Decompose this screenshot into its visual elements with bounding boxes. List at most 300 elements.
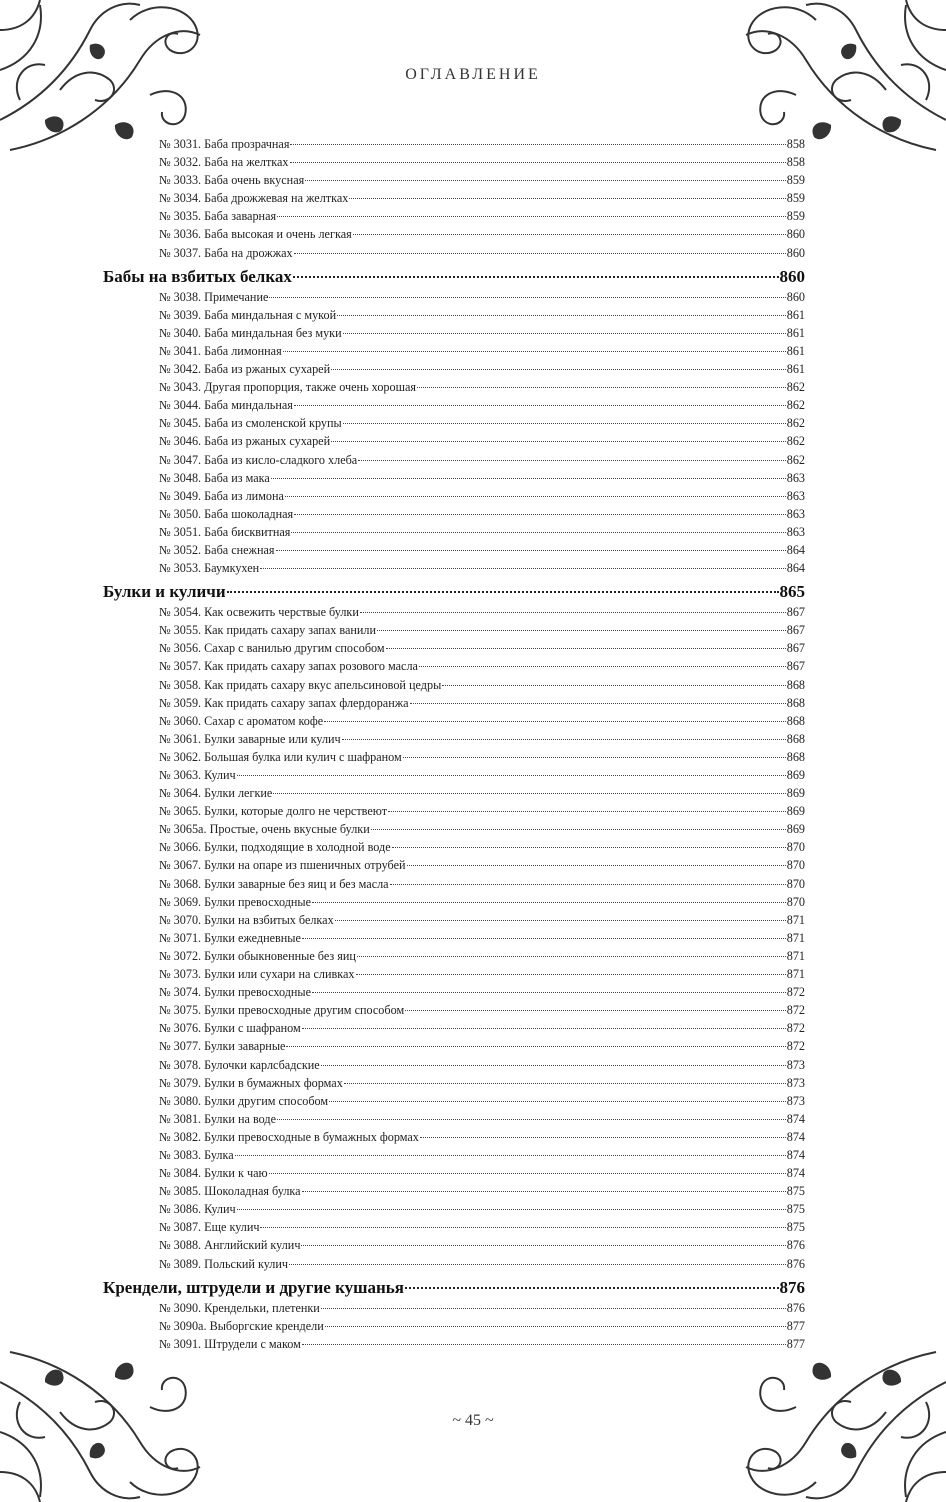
toc-entry-title: Баба заварная (204, 209, 277, 224)
toc-entry-label (159, 378, 416, 396)
toc-entry[interactable] (103, 965, 805, 983)
toc-entry-label (159, 288, 268, 306)
toc-entry-label (159, 639, 385, 657)
toc-entry-number: № 3051. (159, 524, 202, 539)
toc-entry-number: № 3065. (159, 804, 202, 819)
toc-entry-label (159, 1128, 419, 1146)
dot-leader (302, 1344, 786, 1345)
toc-page-number: 868 (786, 713, 805, 728)
toc-entry-number: № 3060. (159, 713, 202, 728)
toc-entry-label (159, 541, 275, 559)
toc-entry[interactable] (103, 621, 805, 639)
toc-entry-title: Булки на взбитых белках (204, 912, 334, 927)
dot-leader (285, 496, 786, 497)
toc-entry[interactable] (103, 983, 805, 1001)
toc-entry[interactable] (103, 288, 805, 306)
toc-entry-title: Булки превосходные другим способом (204, 1003, 405, 1018)
toc-page-number: 869 (786, 786, 805, 801)
toc-page-number: 862 (786, 398, 805, 413)
dot-leader (277, 216, 786, 217)
toc-entry-title: Баба из смоленской крупы (204, 416, 342, 431)
toc-entry[interactable] (103, 784, 805, 802)
toc-entry[interactable] (103, 802, 805, 820)
toc-entry-title: Баба шоколадная (204, 506, 294, 521)
dot-leader (337, 315, 786, 316)
toc-entry-title: Булки легкие (204, 786, 273, 801)
toc-entry[interactable] (103, 207, 805, 225)
toc-entry-label (159, 712, 323, 730)
toc-entry-label (159, 676, 441, 694)
dot-leader (321, 1065, 786, 1066)
toc-page-number: 860 (786, 245, 805, 260)
toc-page-number: 863 (786, 488, 805, 503)
toc-entry[interactable] (103, 856, 805, 874)
toc-page-number: 860 (779, 266, 805, 286)
toc-entry[interactable] (103, 1037, 805, 1055)
toc-entry-label (159, 748, 402, 766)
toc-page-number: 876 (786, 1256, 805, 1271)
toc-entry[interactable] (103, 189, 805, 207)
toc-entry[interactable] (103, 1074, 805, 1092)
toc-entry[interactable] (103, 378, 805, 396)
toc-entry-number: № 3049. (159, 488, 202, 503)
toc-entry-label (159, 603, 359, 621)
toc-entry-number: № 3080. (159, 1093, 202, 1108)
toc-entry-title: Баба дрожжевая на желтках (204, 191, 349, 206)
toc-entry-number: № 3053. (159, 561, 202, 576)
toc-entry-label (159, 1110, 276, 1128)
toc-entry[interactable] (103, 342, 805, 360)
toc-entry[interactable] (103, 1317, 805, 1335)
toc-entry-title: Баба прозрачная (204, 137, 290, 151)
toc-entry-number: № 3068. (159, 876, 202, 891)
toc-entry[interactable] (103, 559, 805, 577)
toc-page-number: 872 (786, 1021, 805, 1036)
dot-leader (294, 514, 786, 515)
toc-entry-number: № 3063. (159, 768, 202, 782)
toc-entry-number: № 3038. (159, 289, 202, 304)
toc-page-number: 876 (779, 1277, 805, 1297)
dot-leader (371, 829, 786, 830)
toc-page-number: 869 (786, 768, 805, 782)
toc-page-number: 868 (786, 677, 805, 692)
toc-page-number: 860 (786, 289, 805, 304)
toc-entry-number: № 3054. (159, 605, 202, 620)
dot-leader (302, 938, 786, 939)
toc-entry[interactable] (103, 603, 805, 621)
toc-entry-label (159, 1074, 343, 1092)
toc-entry-title: Булочки карлсбадские (204, 1057, 320, 1072)
toc-entry-label (159, 1037, 285, 1055)
toc-entry-number: № 3089. (159, 1256, 202, 1271)
dot-leader (294, 405, 786, 406)
toc-entry[interactable] (103, 360, 805, 378)
dot-leader (325, 1326, 786, 1327)
dot-leader (301, 1245, 785, 1246)
toc-page-number: 871 (786, 930, 805, 945)
toc-entry[interactable] (103, 947, 805, 965)
toc-entry-number: № 3062. (159, 749, 202, 764)
dot-leader (442, 685, 785, 686)
dot-leader (290, 144, 785, 145)
toc-entry-label (159, 1146, 234, 1164)
toc-entry-label (159, 153, 289, 171)
toc-entry[interactable] (103, 639, 805, 657)
toc-entry[interactable] (103, 893, 805, 911)
toc-entry[interactable] (103, 1092, 805, 1110)
toc-entry-number: № 3041. (159, 343, 202, 358)
toc-entry-number: № 3072. (159, 948, 202, 963)
toc-entry[interactable] (103, 1019, 805, 1037)
toc-page-number: 877 (786, 1318, 805, 1333)
toc-entry[interactable] (103, 244, 805, 262)
toc-entry[interactable] (103, 469, 805, 487)
toc-page-number: 871 (786, 948, 805, 963)
toc-entry[interactable] (103, 712, 805, 730)
toc-entry-number: № 3040. (159, 325, 202, 340)
toc-entry-label (159, 523, 290, 541)
dot-leader (331, 441, 786, 442)
toc-entry-number: № 3035. (159, 209, 202, 224)
toc-entry-title: Большая булка или кулич с шафраном (204, 749, 402, 764)
toc-page-number: 873 (786, 1057, 805, 1072)
toc-entry-label (159, 487, 284, 505)
toc-entry-number: № 3045. (159, 416, 202, 431)
toc-entry-number: № 3033. (159, 173, 202, 188)
toc-entry[interactable] (103, 1146, 805, 1164)
toc-page-number: 863 (786, 524, 805, 539)
dot-leader (302, 1028, 786, 1029)
toc-page-number: 868 (786, 695, 805, 710)
dot-leader (294, 253, 786, 254)
toc-entry-title: Булки обыкновенные без яиц (204, 948, 356, 963)
toc-entry-label (159, 838, 391, 856)
toc-entry-label (159, 1056, 320, 1074)
toc-entry[interactable] (103, 1001, 805, 1019)
toc-page-number: 859 (786, 173, 805, 188)
toc-entry-label (159, 802, 387, 820)
toc-entry-number: № 3047. (159, 452, 202, 467)
toc-entry[interactable] (103, 1299, 805, 1317)
toc-entry[interactable] (103, 1182, 805, 1200)
toc-entry[interactable] (103, 1128, 805, 1146)
toc-entry-label (159, 451, 357, 469)
toc-entry-number: № 3052. (159, 542, 202, 557)
toc-entry-label (159, 784, 272, 802)
toc-entry[interactable] (103, 541, 805, 559)
toc-page-number: 870 (786, 876, 805, 891)
dot-leader (291, 532, 785, 533)
toc-page-number: 876 (786, 1238, 805, 1253)
toc-page-number: 875 (786, 1202, 805, 1217)
toc-page-number: 861 (786, 343, 805, 358)
toc-entry-number: № 3090а. (159, 1318, 207, 1333)
toc-page-number: 864 (786, 561, 805, 576)
toc-page-number: 867 (786, 623, 805, 638)
toc-entry-number: № 3056. (159, 641, 202, 656)
dot-leader (405, 1287, 779, 1289)
toc-entry[interactable] (103, 657, 805, 675)
toc-entry-number: № 3083. (159, 1147, 202, 1162)
toc-entry-title: Как придать сахару вкус апельсиновой цедры (204, 677, 442, 692)
toc-page-number: 863 (786, 470, 805, 485)
toc-entry-title: Баба высокая и очень легкая (204, 227, 352, 242)
toc-entry-label (159, 983, 311, 1001)
toc-entry[interactable] (103, 171, 805, 189)
toc-entry[interactable] (103, 505, 805, 523)
toc-page-number: 872 (786, 985, 805, 1000)
toc-entry-title: Как придать сахару запах флердоранжа (204, 695, 409, 710)
dot-leader (269, 297, 785, 298)
toc-entry-label (159, 324, 342, 342)
toc-entry-label (159, 1255, 288, 1273)
toc-entry-label (159, 559, 259, 577)
toc-entry[interactable] (103, 766, 805, 784)
toc-entry-title: Булки на опаре из пшеничных отрубей (204, 858, 406, 873)
toc-entry-title: Булки с шафраном (204, 1021, 301, 1036)
toc-entry-label (159, 1019, 301, 1037)
toc-entry[interactable] (103, 676, 805, 694)
toc-entry[interactable] (103, 324, 805, 342)
toc-entry-label (159, 244, 293, 262)
toc-entry-title: Булки, которые долго не черствеют (204, 804, 388, 819)
toc-entry-label (159, 929, 301, 947)
dot-leader (271, 478, 786, 479)
dot-leader (321, 1308, 786, 1309)
toc-page-number: 870 (786, 894, 805, 909)
toc-page-number: 859 (786, 209, 805, 224)
toc-entry-title: Булки заварные (204, 1039, 286, 1054)
toc-entry-number: № 3039. (159, 307, 202, 322)
dot-leader (329, 1101, 786, 1102)
toc-entry-title: Булки в бумажных формах (204, 1075, 343, 1090)
toc-entry-label (159, 856, 406, 874)
page-number: ~ 45 ~ (452, 1412, 494, 1429)
toc-entry-number: № 3032. (159, 155, 202, 170)
toc-entry[interactable] (103, 929, 805, 947)
toc-entry[interactable] (103, 1335, 805, 1353)
toc-entry[interactable] (103, 838, 805, 856)
toc-entry-title: Как придать сахару запах ванили (204, 623, 377, 638)
dot-leader (360, 612, 786, 613)
dot-leader (420, 1137, 786, 1138)
toc-entry-title: Баумкухен (204, 561, 260, 576)
toc-entry-label (159, 207, 276, 225)
toc-entry-title: Штрудели с маком (204, 1336, 301, 1351)
dot-leader (293, 276, 779, 278)
toc-entry-number: № 3042. (159, 362, 202, 377)
toc-section-heading[interactable] (103, 581, 805, 603)
toc-entry-label (159, 225, 352, 243)
dot-leader (290, 162, 786, 163)
toc-entry-title: Польский кулич (204, 1256, 288, 1271)
toc-entry-label (159, 189, 348, 207)
toc-entry-title: Баба очень вкусная (204, 173, 305, 188)
dot-leader (276, 550, 786, 551)
toc-entry-title: Баба из кисло-сладкого хлеба (204, 452, 358, 467)
dot-leader (269, 1173, 786, 1174)
toc-entry-title: Баба миндальная (204, 398, 293, 413)
dot-leader (343, 423, 786, 424)
dot-leader (353, 234, 786, 235)
toc-entry-number: № 3058. (159, 677, 202, 692)
toc-entry-title: Примечание (204, 289, 269, 304)
toc-entry-number: № 3070. (159, 912, 202, 927)
toc-page-number: 868 (786, 749, 805, 764)
dot-leader (344, 1083, 786, 1084)
dot-leader (386, 648, 786, 649)
toc-page-number: 863 (786, 506, 805, 521)
toc-entry-title: Булки или сухари на сливках (204, 967, 355, 982)
toc-entry-title: Баба на дрожжах (204, 245, 293, 260)
toc-entry[interactable] (103, 1164, 805, 1182)
toc-entry[interactable] (103, 1255, 805, 1273)
toc-entry-number: № 3067. (159, 858, 202, 873)
toc-page-number: 861 (786, 362, 805, 377)
dot-leader (277, 1119, 786, 1120)
toc-entry-label (159, 1218, 259, 1236)
toc-page-number: 861 (786, 325, 805, 340)
toc-section-heading[interactable] (103, 266, 805, 288)
toc-entry-title: Как освежить черствые булки (204, 605, 359, 620)
toc-entry-number: № 3048. (159, 470, 202, 485)
toc-entry[interactable] (103, 225, 805, 243)
dot-leader (286, 1046, 785, 1047)
toc-entry[interactable] (103, 414, 805, 432)
dot-leader (302, 1191, 786, 1192)
toc-entry-label (159, 1182, 301, 1200)
toc-page-number: 862 (786, 452, 805, 467)
toc-entry[interactable] (103, 153, 805, 171)
toc-entry-title: Баба из лимона (204, 488, 284, 503)
dot-leader (283, 351, 786, 352)
toc-entry-title: Булки превосходные в бумажных формах (204, 1129, 419, 1144)
running-head: ОГЛАВЛЕНИЕ (405, 66, 541, 83)
toc-section-heading[interactable] (103, 1277, 805, 1299)
dot-leader (343, 333, 786, 334)
toc-entry-title: Как придать сахару запах розового масла (204, 659, 418, 674)
toc-entry-label (159, 621, 376, 639)
toc-entry[interactable] (103, 1110, 805, 1128)
toc-entry-label (159, 1335, 301, 1353)
toc-entry-title: Баба из ржаных сухарей (204, 434, 331, 449)
toc-entry[interactable] (103, 875, 805, 893)
toc-entry[interactable] (103, 432, 805, 450)
toc-page-number: 873 (786, 1075, 805, 1090)
toc-entry-title: Баба миндальная с мукой (204, 307, 337, 322)
dot-leader (407, 865, 786, 866)
dot-leader (260, 1227, 785, 1228)
toc-page-number: 873 (786, 1093, 805, 1108)
toc-entry-number: № 3065а. (159, 822, 207, 837)
dot-leader (392, 847, 786, 848)
toc-page-number: 867 (786, 659, 805, 674)
dot-leader (237, 775, 786, 776)
toc-entry-number: № 3050. (159, 506, 202, 521)
toc-entry-number: № 3064. (159, 786, 202, 801)
toc-entry-label (159, 694, 409, 712)
toc-entry-number: № 3075. (159, 1003, 202, 1018)
toc-entry-number: № 3036. (159, 227, 202, 242)
toc-entry[interactable] (103, 820, 805, 838)
toc-entry-title: Баба из ржаных сухарей (204, 362, 331, 377)
dot-leader (357, 956, 786, 957)
toc-page-number: 869 (786, 822, 805, 837)
toc-entry-title: Булки к чаю (204, 1166, 268, 1181)
dot-leader (273, 793, 785, 794)
toc-page-number: 872 (786, 1003, 805, 1018)
toc-entry-title: Крендельки, плетенки (204, 1300, 320, 1315)
toc-entry[interactable] (103, 748, 805, 766)
dot-leader (260, 568, 786, 569)
toc-entry[interactable] (103, 694, 805, 712)
toc-entry[interactable] (103, 487, 805, 505)
toc-entry[interactable] (103, 1236, 805, 1254)
toc-entry-number: № 3081. (159, 1111, 202, 1126)
toc-entry[interactable] (103, 730, 805, 748)
toc-entry-title: Еще кулич (204, 1220, 260, 1235)
toc-entry-label (159, 820, 370, 838)
dot-leader (342, 739, 786, 740)
dot-leader (324, 721, 786, 722)
toc-entry[interactable] (103, 396, 805, 414)
dot-leader (331, 369, 786, 370)
toc-entry-label (159, 1001, 404, 1019)
toc-entry-title: Булки превосходные (204, 894, 312, 909)
toc-entry-title: Баба из мака (204, 470, 270, 485)
toc-entry[interactable] (103, 523, 805, 541)
toc-entry-number: № 3059. (159, 695, 202, 710)
toc-entry[interactable] (103, 911, 805, 929)
toc-page-number: 877 (786, 1336, 805, 1351)
dot-leader (410, 703, 786, 704)
toc-page-number: 870 (786, 858, 805, 873)
toc-entry[interactable] (103, 135, 805, 153)
toc-entry-number: № 3031. (159, 137, 202, 151)
toc-entry-title: Баба снежная (204, 542, 275, 557)
dot-leader (358, 460, 785, 461)
toc-entry-number: № 3091. (159, 1336, 202, 1351)
toc-entry-title: Булка (204, 1147, 234, 1162)
toc-entry[interactable] (103, 1200, 805, 1218)
toc-entry-title: Баба лимонная (204, 343, 282, 358)
toc-entry[interactable] (103, 451, 805, 469)
toc-entry-label (159, 965, 355, 983)
toc-entry-label (159, 1164, 268, 1182)
toc-entry[interactable] (103, 306, 805, 324)
toc-entry-number: № 3088. (159, 1238, 202, 1253)
dot-leader (227, 591, 779, 593)
toc-entry-number: № 3071. (159, 930, 202, 945)
toc-page-number: 871 (786, 967, 805, 982)
toc-page-number: 861 (786, 307, 805, 322)
toc-entry-title: Баба миндальная без муки (204, 325, 342, 340)
toc-page-number: 862 (786, 380, 805, 395)
toc-entry[interactable] (103, 1218, 805, 1236)
toc-entry-label (159, 893, 311, 911)
toc-entry-number: № 3082. (159, 1129, 202, 1144)
toc-page-number: 872 (786, 1039, 805, 1054)
dot-leader (349, 198, 785, 199)
toc-page-number: 875 (786, 1184, 805, 1199)
toc-page-number: 870 (786, 840, 805, 855)
toc-entry-title: Кулич (204, 1202, 236, 1217)
toc-page-number: 858 (786, 137, 805, 151)
toc-entry[interactable] (103, 1056, 805, 1074)
toc-entry-number: № 3044. (159, 398, 202, 413)
dot-leader (419, 666, 786, 667)
toc-entry-label (159, 135, 289, 153)
